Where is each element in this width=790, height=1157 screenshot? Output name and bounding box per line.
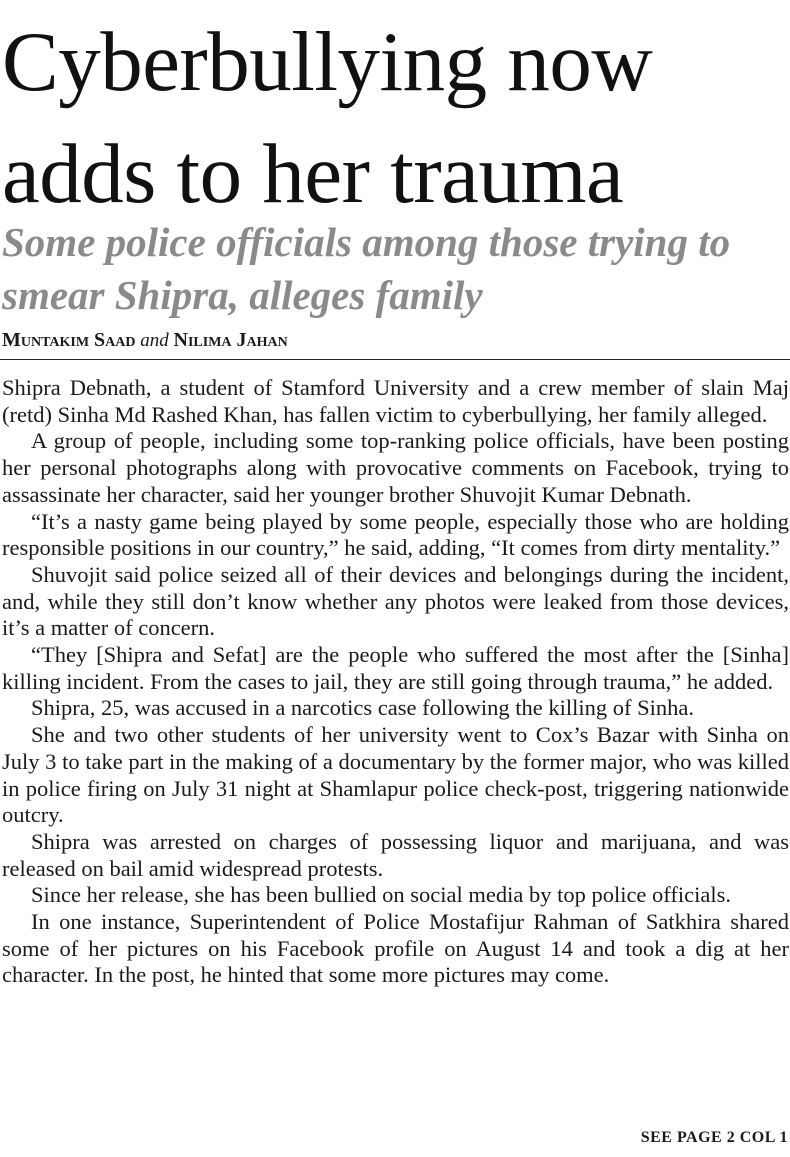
byline-divider [0, 359, 790, 360]
paragraph: “It’s a nasty game being played by some people, especially those who are holding responsible positions in our country,” he said, adding, “It comes from dirty mentality.” [2, 508, 789, 561]
paragraph: A group of people, including some top-ranking police officials, have been posting her personal photographs along with provocative comments on Facebook, trying to assassinate her character, said her younger brother Shuvojit Kumar Debnath. [2, 428, 789, 507]
article-body [2, 375, 789, 989]
paragraph: She and two other students of her university went to Cox’s Bazar with Sinha on July 3 to take part in the making of a documentary by the former major, who was killed in police firing on July 31 night at Shamlapur police check-post, triggering nationwide outcry. [2, 722, 789, 828]
headline: Cyberbullying now adds to her trauma [2, 15, 653, 221]
paragraph: Shipra, 25, was accused in a narcotics case following the killing of Sinha. [31, 695, 694, 721]
paragraph: “They [Shipra and Sefat] are the people who suffered the most after the [Sinha] killing incident. From the cases to jail, they are still going through trauma,” he added. [2, 642, 789, 694]
paragraph: Shipra Debnath, a student of Stamford University and a crew member of slain Maj (retd) Sinha Md Rashed Khan, has fallen victim to cyberbullying, her family alleged. [2, 375, 789, 427]
byline [2, 328, 790, 353]
byline-author-1: Muntakim Saad [2, 329, 136, 351]
continued-jump-line: SEE PAGE 2 COL 1 [640, 1129, 788, 1146]
paragraph: Shuvojit said police seized all of their devices and belongings during the incident, and, while they still don’t know whether any photos were leaked from those devices, it’s a matter of concern. [2, 561, 789, 641]
byline-conjunction: and [140, 330, 169, 351]
paragraph: Shipra was arrested on charges of possessing liquor and marijuana, and was released on bail amid widespread protests. [2, 828, 789, 881]
byline-author-2: Nilima Jahan [173, 329, 288, 351]
paragraph: Since her release, she has been bullied on social media by top police officials. [31, 882, 731, 908]
paragraph: In one instance, Superintendent of Police Mostafijur Rahman of Satkhira shared some of her pictures on his Facebook profile on August 14 and took a dig at her character. In the post, he hinted that some more pictures may come. [2, 909, 789, 988]
subheadline: Some police officials among those trying to smear Shipra, alleges family [2, 219, 731, 318]
